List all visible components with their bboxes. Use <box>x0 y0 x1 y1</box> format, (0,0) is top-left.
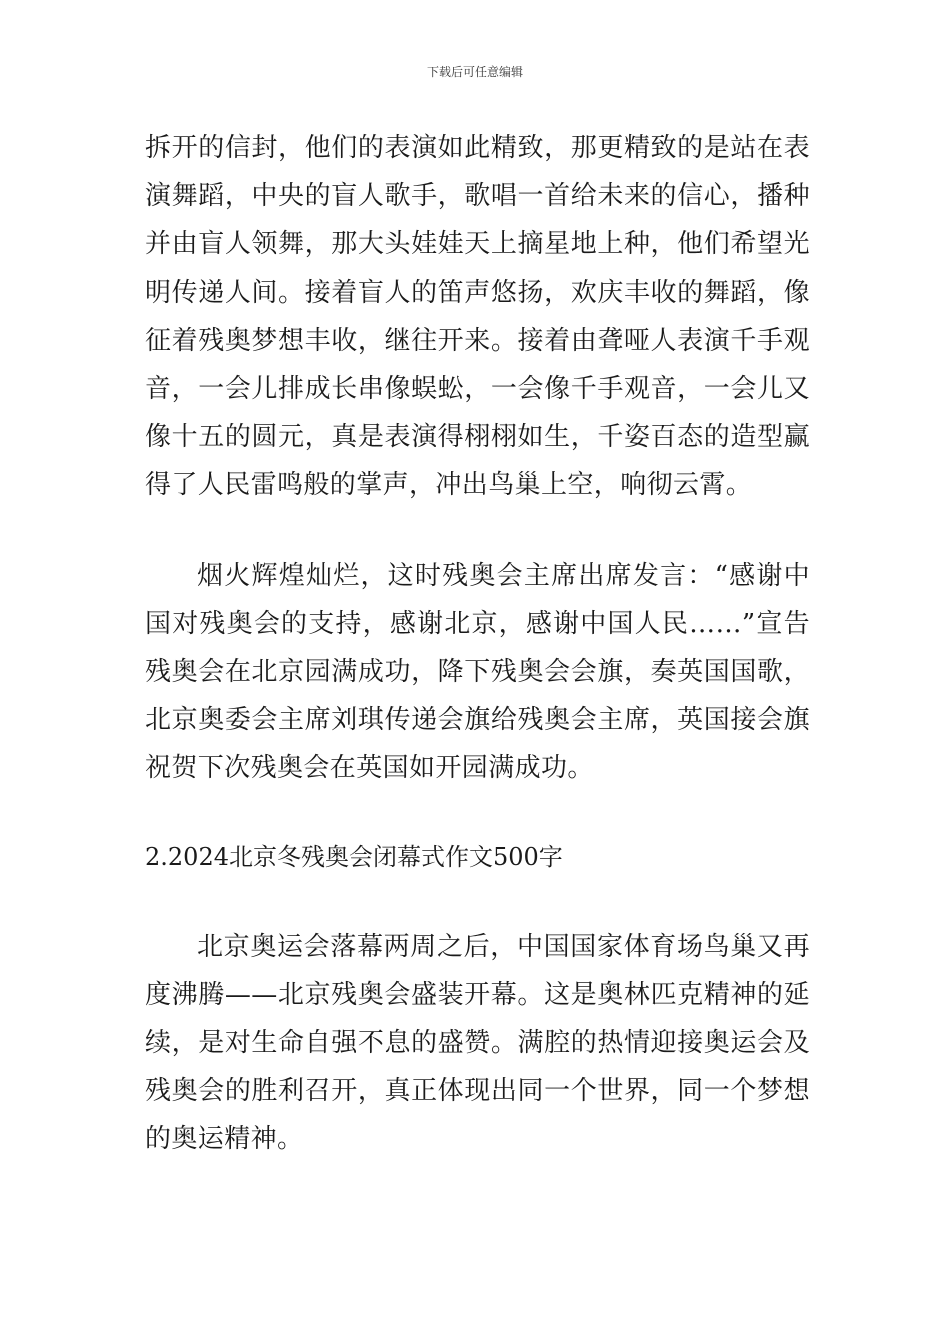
document-body <box>145 124 810 1164</box>
paragraph-2: 烟火辉煌灿烂，这时残奥会主席出席发言：“感谢中国对残奥会的支持，感谢北京，感谢中国人民……”宣告残奥会在北京园满成功，降下残奥会会旗，奏英国国歌，北京奥委会主席刘琪传递会旗给残奥会主席，英国接会旗祝贺下次残奥会在英国如开园满成功。 <box>145 560 810 784</box>
paragraph-3: 北京奥运会落幕两周之后，中国国家体育场鸟巢又再度沸腾——北京残奥会盛装开幕。这是奥林匹克精神的延续，是对生命自强不息的盛赞。满腔的热情迎接奥运会及残奥会的胜利召开，真正体现出同一个世界，同一个梦想的奥运精神。 <box>145 931 810 1155</box>
paragraph-spacer <box>145 510 810 552</box>
page-header: 下载后可任意编辑 <box>426 65 523 79</box>
paragraph-spacer <box>145 881 810 923</box>
paragraph-1: 拆开的信封，他们的表演如此精致，那更精致的是站在表演舞蹈，中央的盲人歌手，歌唱一首给未来的信心，播种并由盲人领舞，那大头娃娃天上摘星地上种，他们希望光明传递人间。接着盲人的笛声悠扬，欢庆丰收的舞蹈，像征着残奥梦想丰收，继往开来。接着由聋哑人表演千手观音，一会儿排成长串像蜈蚣，一会像千手观音，一会儿又像十五的圆元，真是表演得栩栩如生，千姿百态的造型赢得了人民雷鸣般的掌声，冲出鸟巢上空，响彻云霄。 <box>145 133 810 501</box>
section-heading: 2.2024北京冬残奥会闭幕式作文500字 <box>145 842 563 871</box>
paragraph-spacer <box>145 793 810 833</box>
